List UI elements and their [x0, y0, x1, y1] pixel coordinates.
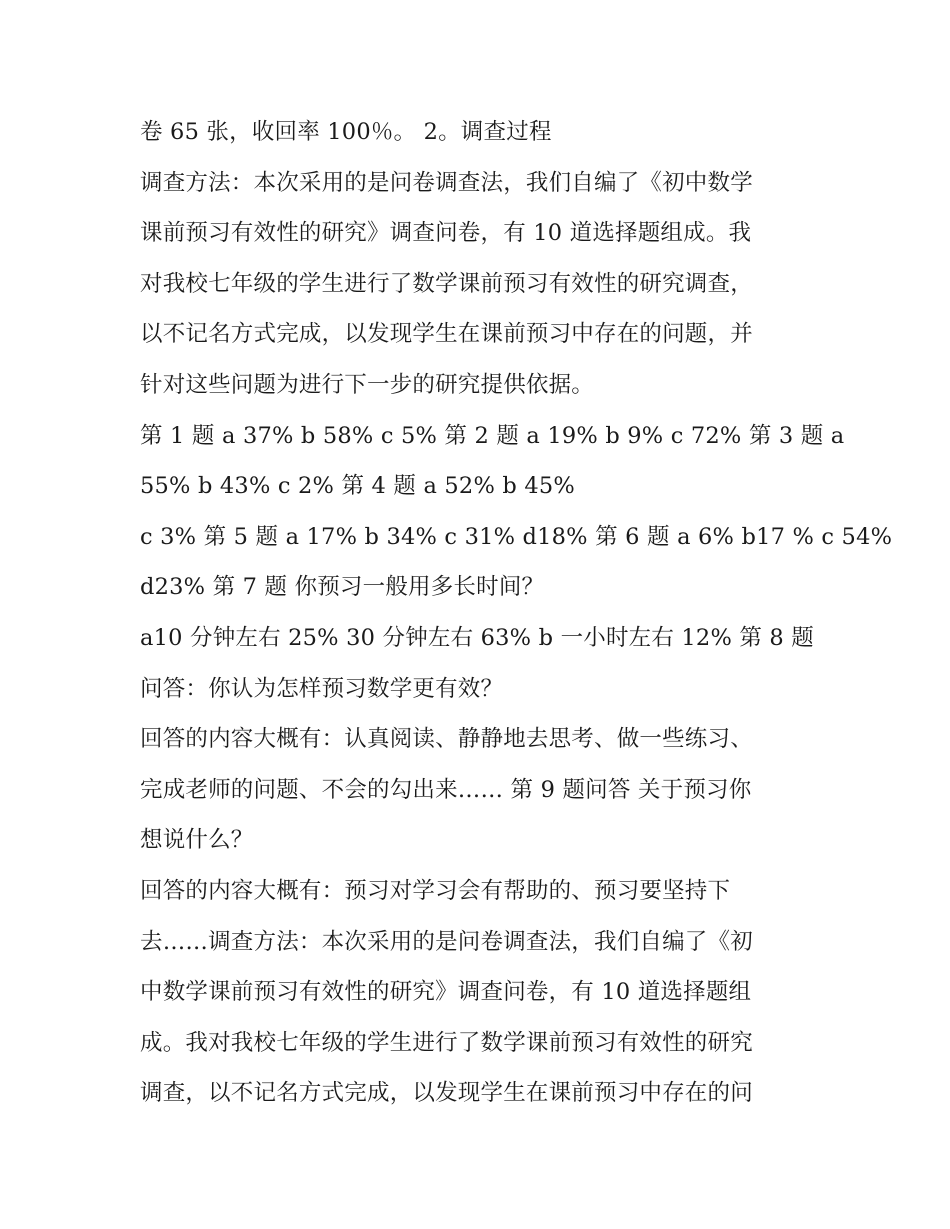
text-line: 完成老师的问题、不会的勾出来…… 第 9 题问答 关于预习你 — [140, 776, 752, 803]
text-line: 以不记名方式完成，以发现学生在课前预习中存在的问题，并 — [140, 321, 753, 348]
text-line: 去……调查方法：本次采用的是问卷调查法，我们自编了《初 — [140, 928, 753, 955]
text-line: 问答：你认为怎样预习数学更有效？ — [140, 675, 504, 702]
text-line: 想说什么？ — [140, 827, 254, 854]
text-line: 55% b 43% c 2% 第 4 题 a 52% b 45% — [140, 473, 575, 500]
text-line: 针对这些问题为进行下一步的研究提供依据。 — [140, 371, 595, 398]
text-line: 对我校七年级的学生进行了数学课前预习有效性的研究调查， — [140, 270, 753, 297]
text-line: 回答的内容大概有：认真阅读、静静地去思考、做一些练习、 — [140, 726, 753, 753]
text-line: 中数学课前预习有效性的研究》调查问卷，有 10 道选择题组 — [140, 979, 752, 1006]
text-line: 课前预习有效性的研究》调查问卷，有 10 道选择题组成。我 — [140, 220, 752, 247]
text-line: 调查方法：本次采用的是问卷调查法，我们自编了《初中数学 — [140, 169, 753, 196]
body-text — [140, 107, 893, 1119]
text-line: 第 1 题 a 37% b 58% c 5% 第 2 题 a 19% b 9% c 72% 第 3 题 a — [140, 422, 845, 449]
text-line: 卷 65 张，收回率 100％。 2。调查过程 — [140, 119, 552, 145]
text-line: c 3% 第 5 题 a 17% b 34% c 31% d18% 第 6 题 a 6% b17 % c 54% — [140, 523, 893, 550]
text-line: 成。我对我校七年级的学生进行了数学课前预习有效性的研究 — [140, 1029, 753, 1056]
text-line: d23% 第 7 题 你预习一般用多长时间？ — [140, 574, 545, 601]
text-line: a10 分钟左右 25% 30 分钟左右 63% b 一小时左右 12% 第 8 题 — [140, 624, 814, 651]
text-line: 回答的内容大概有：预习对学习会有帮助的、预习要坚持下 — [140, 877, 731, 904]
text-line: 调查，以不记名方式完成，以发现学生在课前预习中存在的问 — [140, 1080, 753, 1107]
